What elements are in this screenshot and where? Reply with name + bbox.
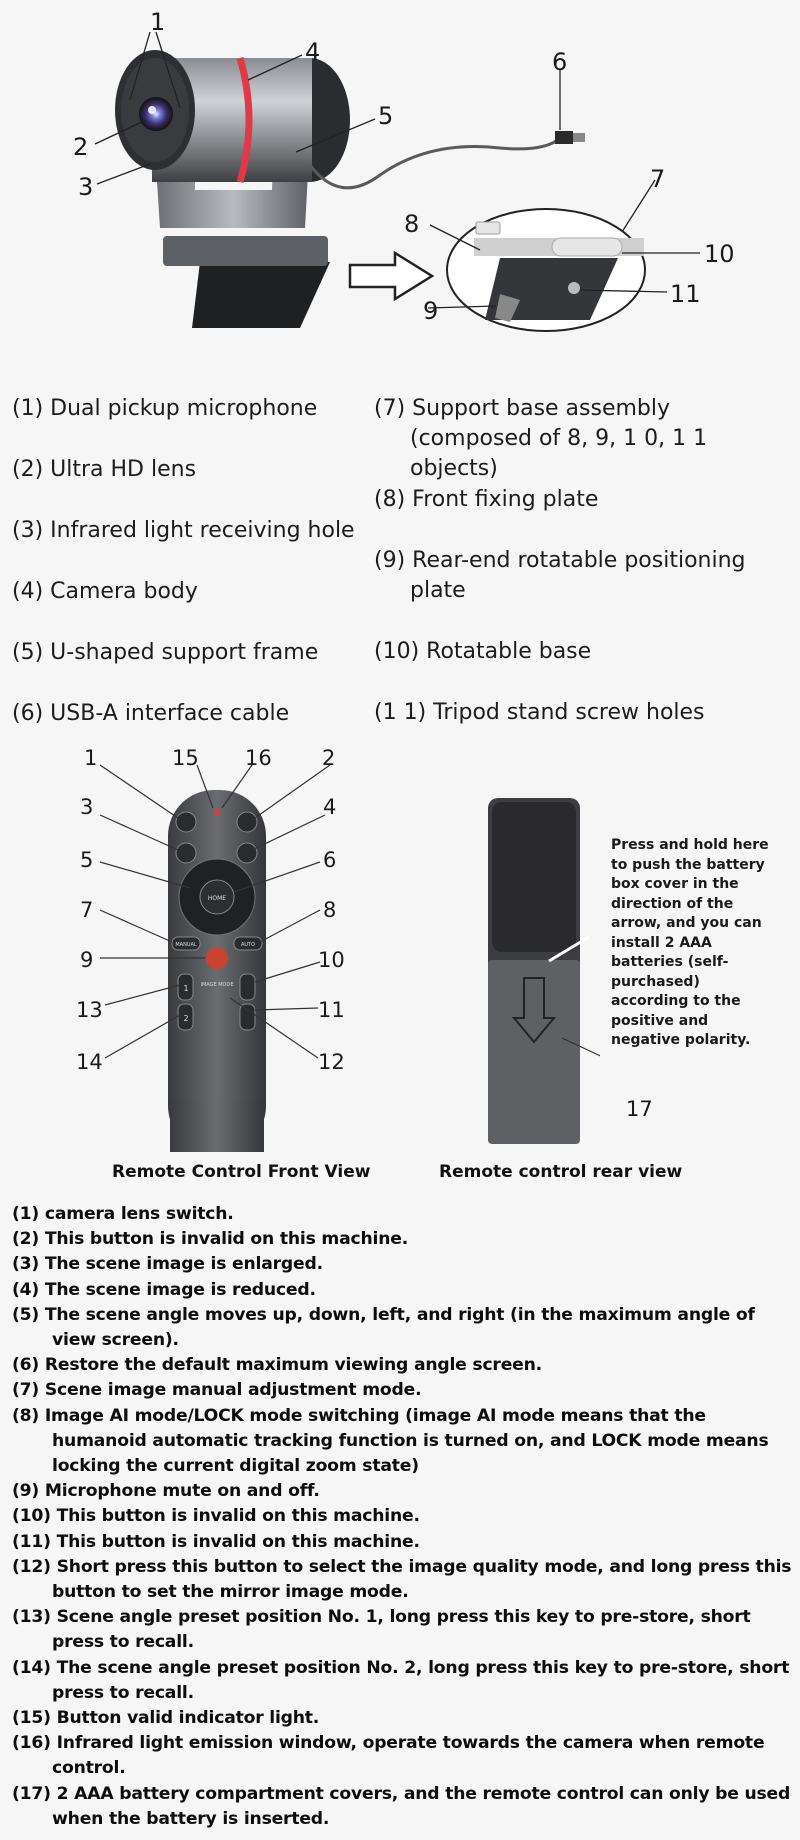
manual-label: MANUAL <box>175 942 197 948</box>
parts-list-left <box>12 394 372 760</box>
rc-callout-14: 14 <box>76 1050 103 1074</box>
tripod-screw-hole <box>568 282 580 294</box>
right-arrow-icon <box>350 253 432 299</box>
zoom-out-button[interactable] <box>237 843 257 863</box>
rc-callout-3: 3 <box>80 795 94 819</box>
button-notes-list <box>12 1202 792 1832</box>
rc-callout-8: 8 <box>323 898 337 922</box>
rc-callout-13: 13 <box>76 998 103 1022</box>
rc-callout-4: 4 <box>323 795 337 819</box>
rc-callout-2: 2 <box>322 746 336 770</box>
home-label: HOME <box>207 895 227 902</box>
callout-2: 2 <box>73 133 89 161</box>
part-item: (8) Front fixing plate <box>374 487 599 512</box>
battery-cover <box>488 960 580 1144</box>
rc-callout-6: 6 <box>323 848 337 872</box>
note-item: (3) The scene image is enlarged. <box>12 1254 323 1275</box>
preset-1-label: 1 <box>183 984 189 993</box>
rc-callout-15: 15 <box>172 746 199 770</box>
rc-callout-9: 9 <box>80 948 94 972</box>
lens <box>139 97 173 131</box>
note-item: (2) This button is invalid on this machine. <box>12 1229 409 1250</box>
note-item: (10) This button is invalid on this machine. <box>12 1506 420 1527</box>
callout-9: 9 <box>423 297 439 325</box>
note-item: (5) The scene angle moves up, down, left, and right (in the maximum angle of view screen). <box>12 1304 755 1351</box>
part-item: (2) Ultra HD lens <box>12 457 197 482</box>
mute-button[interactable] <box>206 947 228 969</box>
caption-front: Remote Control Front View <box>112 1162 371 1182</box>
rc-callout-17: 17 <box>626 1097 653 1121</box>
part-item: (1) Dual pickup microphone <box>12 396 318 421</box>
rc-callout-1: 1 <box>84 746 98 770</box>
camera-base <box>163 236 330 328</box>
part-item: (9) Rear-end rotatable positioning plate <box>374 548 746 603</box>
note-item: (13) Scene angle preset position No. 1, long press this key to pre-store, short press to recall. <box>12 1607 751 1653</box>
callout-10: 10 <box>704 240 735 268</box>
note-item: (8) Image AI mode/LOCK mode switching (image AI mode means that the humanoid automatic tracking function is turned on, and LOCK mode means locking the current digital zoom state) <box>12 1405 769 1477</box>
callout-1: 1 <box>150 8 166 36</box>
image-mode-label: IMAGE MODE <box>200 982 234 988</box>
note-item: (11) This button is invalid on this machine. <box>12 1531 420 1552</box>
note-item: (14) The scene angle preset position No. 2, long press this key to pre-store, short press to recall. <box>12 1657 790 1703</box>
volume-down-button[interactable] <box>240 1004 255 1030</box>
rc-callout-12: 12 <box>318 1050 345 1074</box>
part-item: (1 1) Tripod stand screw holes <box>374 700 705 725</box>
usb-a-plug <box>555 131 585 144</box>
parts-list-right <box>374 394 794 759</box>
note-item: (17) 2 AAA battery compartment covers, and the remote control can only be used when the battery is inserted. <box>12 1783 791 1829</box>
rc-callout-11: 11 <box>318 998 345 1022</box>
auto-label: AUTO <box>240 942 256 948</box>
callout-5: 5 <box>378 102 394 130</box>
callout-7: 7 <box>650 165 666 193</box>
part-item: (10) Rotatable base <box>374 639 592 664</box>
part-item: (6) USB-A interface cable <box>12 701 290 726</box>
remote-rear-diagram <box>470 790 600 1150</box>
note-item: (9) Microphone mute on and off. <box>12 1481 320 1502</box>
camera-body <box>115 50 350 182</box>
zoom-in-button[interactable] <box>176 843 196 863</box>
camera-switch-button[interactable] <box>176 812 196 832</box>
callout-11: 11 <box>670 280 701 308</box>
preset-2-label: 2 <box>183 1014 189 1023</box>
part-item: (5) U-shaped support frame <box>12 640 319 665</box>
note-item: (16) Infrared light emission window, operate towards the camera when remote control. <box>12 1733 765 1779</box>
part-item: (4) Camera body <box>12 579 198 604</box>
note-pointer <box>545 935 595 965</box>
note-item: (12) Short press this button to select the image quality mode, and long press this button to set the mirror image mode. <box>12 1556 792 1603</box>
rc-callout-5: 5 <box>80 848 94 872</box>
indicator-light <box>214 809 220 815</box>
callout-6: 6 <box>552 48 568 76</box>
note-item: (15) Button valid indicator light. <box>12 1708 320 1729</box>
caption-rear: Remote control rear view <box>439 1162 683 1182</box>
invalid-button-2[interactable] <box>237 812 257 832</box>
volume-up-button[interactable] <box>240 974 255 1000</box>
usb-cable <box>310 138 560 188</box>
note-item: (4) The scene image is reduced. <box>12 1279 316 1300</box>
note-item: (6) Restore the default maximum viewing angle screen. <box>12 1355 542 1376</box>
callout-3: 3 <box>78 173 94 201</box>
note-item: (7) Scene image manual adjustment mode. <box>12 1380 422 1401</box>
battery-note: Press and hold here to push the battery box cover in the direction of the arrow, and you can install 2 AAA batteries (self-purchased) according to the positive and negative polarity. <box>611 837 769 1048</box>
rc-callout-10: 10 <box>318 948 345 972</box>
rc-callout-7: 7 <box>80 898 94 922</box>
rc-callout-16: 16 <box>245 746 272 770</box>
callout-4: 4 <box>305 38 321 66</box>
base-detail-view <box>447 209 645 331</box>
part-item: (3) Infrared light receiving hole <box>12 518 355 543</box>
note-item: (1) camera lens switch. <box>12 1204 234 1224</box>
part-item: (7) Support base assembly (composed of 8, 9, 1 0, 1 1 objects) <box>374 396 708 481</box>
callout-8: 8 <box>404 210 420 238</box>
